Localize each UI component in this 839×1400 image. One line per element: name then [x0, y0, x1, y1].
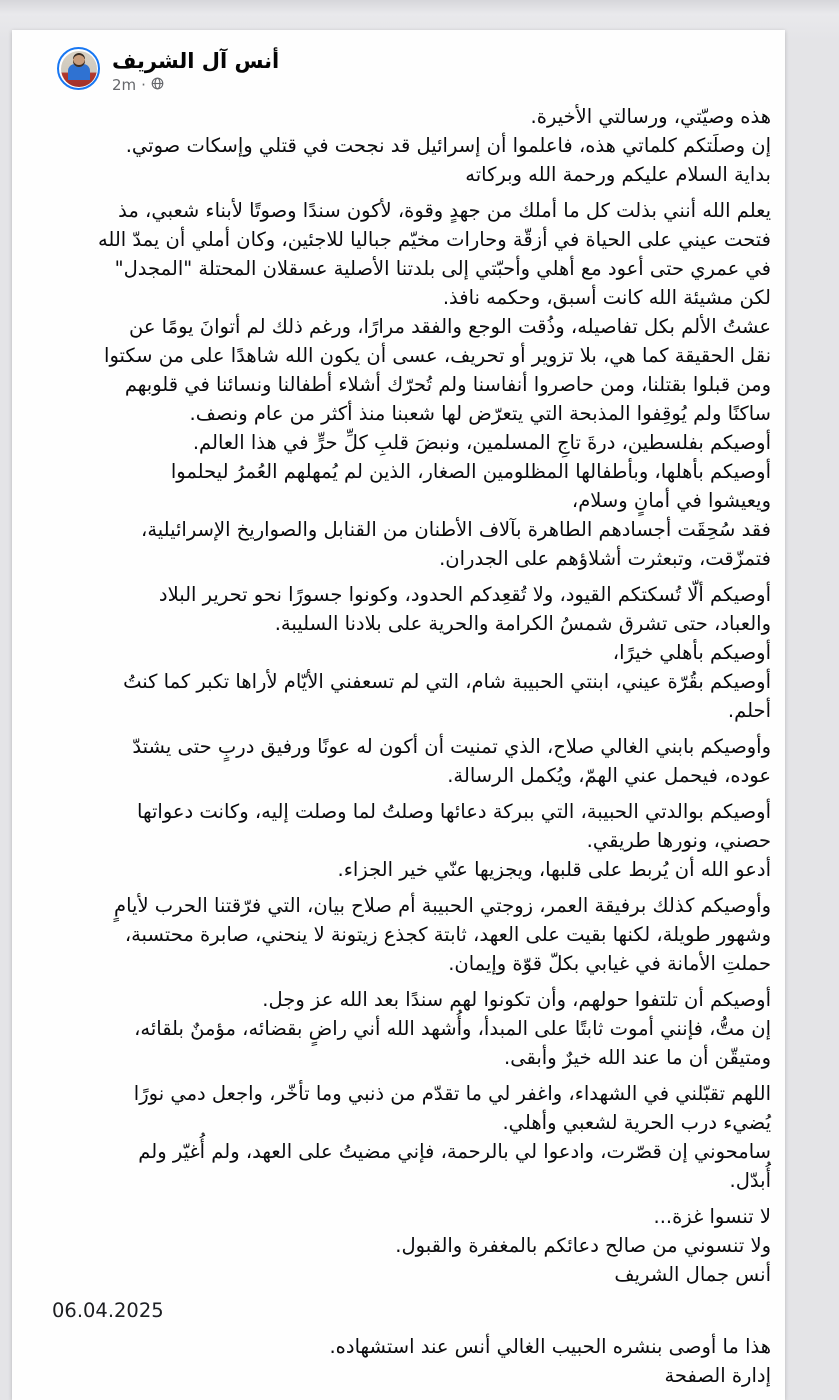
post-text-line: إدارة الصفحة	[664, 1364, 771, 1387]
post-text-line: أنس جمال الشريف	[614, 1263, 771, 1286]
post-text-line: أوصيكم بقُرّة عيني، ابنتي الحبيبة شام، التي لم تسعفني الأيّام لأراها تكبر كما كنتُ	[123, 670, 771, 693]
post-text-line: هذه وصيّتي، ورسالتي الأخيرة.	[530, 105, 771, 128]
globe-icon	[151, 77, 164, 93]
avatar[interactable]	[57, 47, 100, 90]
post-text-line: والعباد، حتى تشرق شمسُ الكرامة والحرية على بلادنا السليبة.	[274, 612, 771, 635]
avatar-head-shape	[73, 55, 85, 67]
post-text-line: يعلم الله أنني بذلت كل ما أملك من جهدٍ وقوة، لأكون سندًا وصوتًا لأبناء شعبي، مذ	[118, 199, 771, 222]
post-paragraph	[52, 732, 771, 790]
post-paragraph	[52, 1079, 771, 1195]
post-text-line: عوده، فيحمل عني الهمّ، ويُكمل الرسالة.	[447, 764, 771, 787]
post-text-line: 06.04.2025	[52, 1299, 164, 1322]
post-paragraph	[52, 891, 771, 978]
post-text-line: أوصيكم أن تلتفوا حولهم، وأن تكونوا لهم سندًا بعد الله عز وجل.	[262, 988, 771, 1011]
post-text-line: بداية السلام عليكم ورحمة الله وبركاته	[465, 163, 771, 186]
post-timestamp[interactable]: 2m	[112, 76, 137, 94]
post-text-line: ومتيقّن أن ما عند الله خيرٌ وأبقى.	[504, 1046, 771, 1069]
post-text-line: حملتِ الأمانة في غيابي بكلّ قوّة وإيمان.	[448, 952, 771, 975]
post-body	[12, 102, 785, 1390]
post-text-line: عشتُ الألم بكل تفاصيله، وذُقت الوجع والفقد مرارًا، ورغم ذلك لم أتوانَ يومًا عن	[129, 315, 771, 338]
post-text-line: أدعو الله أن يُربط على قلبها، ويجزيها عنّي خير الجزاء.	[337, 858, 771, 881]
post-text-line: أوصيكم بوالدتي الحبيبة، التي ببركة دعائها وصلتُ لما وصلت إليه، وكانت دعواتها	[137, 800, 771, 823]
post-text-line: ومن قبلوا بقتلنا، ومن حاصروا أنفاسنا ولم تُحرّك أشلاء أطفالنا ونسائنا في قلوبهم	[124, 373, 771, 396]
post-text-line: لا تنسوا غزة...	[653, 1205, 771, 1228]
post-paragraph	[52, 1202, 771, 1289]
profile-photo	[61, 51, 97, 87]
post-text-line: اللهم تقبّلني في الشهداء، واغفر لي ما تقدّم من ذنبي وما تأخّر، واجعل دمي نورًا	[133, 1082, 771, 1105]
post-paragraph	[52, 985, 771, 1072]
post-text-line: ولا تنسوني من صالح دعائكم بالمغفرة والقبول.	[395, 1234, 771, 1257]
post-text-line: أوصيكم ألّا تُسكتكم القيود، ولا تُقعِدكم الحدود، وكونوا جسورًا نحو تحرير البلاد	[158, 583, 771, 606]
post-card	[12, 30, 785, 1400]
post-text-line: فتمزّقت، وتبعثرت أشلاؤهم على الجدران.	[439, 547, 771, 570]
post-text-line: أوصيكم بفلسطين، درةَ تاجِ المسلمين، ونبضَ قلبِ كلِّ حرٍّ في هذا العالم.	[192, 431, 771, 454]
post-text-line: أحلم.	[727, 699, 771, 722]
post-text-line: أوصيكم بأهلها، وبأطفالها المظلومين الصغار، الذين لم يُمهلهم العُمرُ ليحلموا	[170, 460, 771, 483]
post-paragraph	[52, 102, 771, 189]
post-text-line: سامحوني إن قصّرت، وادعوا لي بالرحمة، فإني مضيتُ على العهد، ولم أُغيّر ولم	[138, 1140, 771, 1163]
meta-separator: ·	[141, 76, 146, 94]
post-text-line: أوصيكم بأهلي خيرًا،	[612, 641, 771, 664]
post-text-line: وشهور طويلة، لكنها بقيت على العهد، ثابتة كجذع زيتونة لا ينحني، صابرة محتسبة،	[124, 923, 771, 946]
post-text-line: إن متُّ، فإنني أموت ثابتًا على المبدأ، وأُشهد الله أني راضٍ بقضائه، مؤمنٌ بلقائه،	[134, 1017, 771, 1040]
post-text-line: أُبدّل.	[729, 1169, 771, 1192]
post-text-line: هذا ما أوصى بنشره الحبيب الغالي أنس عند استشهاده.	[329, 1335, 771, 1358]
post-text-line: ساكنًا ولم يُوقِفوا المذبحة التي يتعرّض لها شعبنا منذ أكثر من عام ونصف.	[189, 402, 771, 425]
post-meta	[112, 77, 279, 93]
post-text-line: حصني، ونورها طريقي.	[586, 829, 771, 852]
post-text-line: وأوصيكم كذلك برفيقة العمر، زوجتي الحبيبة أم صلاح بيان، التي فرّقتنا الحرب لأيامٍ	[114, 894, 771, 917]
post-text-line: إن وصلَتكم كلماتي هذه، فاعلموا أن إسرائيل قد نجحت في قتلي وإسكات صوتي.	[125, 134, 771, 157]
post-text-line: نقل الحقيقة كما هي، بلا تزوير أو تحريف، عسى أن يكون الله شاهدًا على من سكتوا	[104, 344, 771, 367]
post-paragraph	[52, 580, 771, 725]
post-paragraph	[52, 196, 771, 573]
post-paragraph	[52, 1332, 771, 1390]
post-text-line: ويعيشوا في أمانٍ وسلام،	[571, 489, 771, 512]
post-text-line: يُضيء درب الحرية لشعبي وأهلي.	[502, 1111, 771, 1134]
post-text-line: فتحت عيني على الحياة في أزقّة وحارات مخيّم جباليا للاجئين، وكان أملي أن يمدّ الله	[97, 228, 771, 251]
post-header	[12, 30, 785, 93]
post-paragraph	[52, 797, 771, 884]
post-paragraph	[52, 1296, 771, 1325]
post-text-line: لكن مشيئة الله كانت أسبق، وحكمه نافذ.	[442, 286, 771, 309]
post-text-line: وأوصيكم بابني الغالي صلاح، الذي تمنيت أن أكون له عونًا ورفيق دربٍ حتى يشتدّ	[132, 735, 771, 758]
author-name[interactable]: أنس آل الشريف	[112, 49, 280, 73]
post-text-line: فقد سُحِقَت أجسادهم الطاهرة بآلاف الأطنان من القنابل والصواريخ الإسرائيلية،	[141, 518, 771, 541]
post-text-line: في عمري حتى أعود مع أهلي وأحبّتي إلى بلدتنا الأصلية عسقلان المحتلة "المجدل"	[114, 257, 771, 280]
header-text	[112, 47, 279, 93]
